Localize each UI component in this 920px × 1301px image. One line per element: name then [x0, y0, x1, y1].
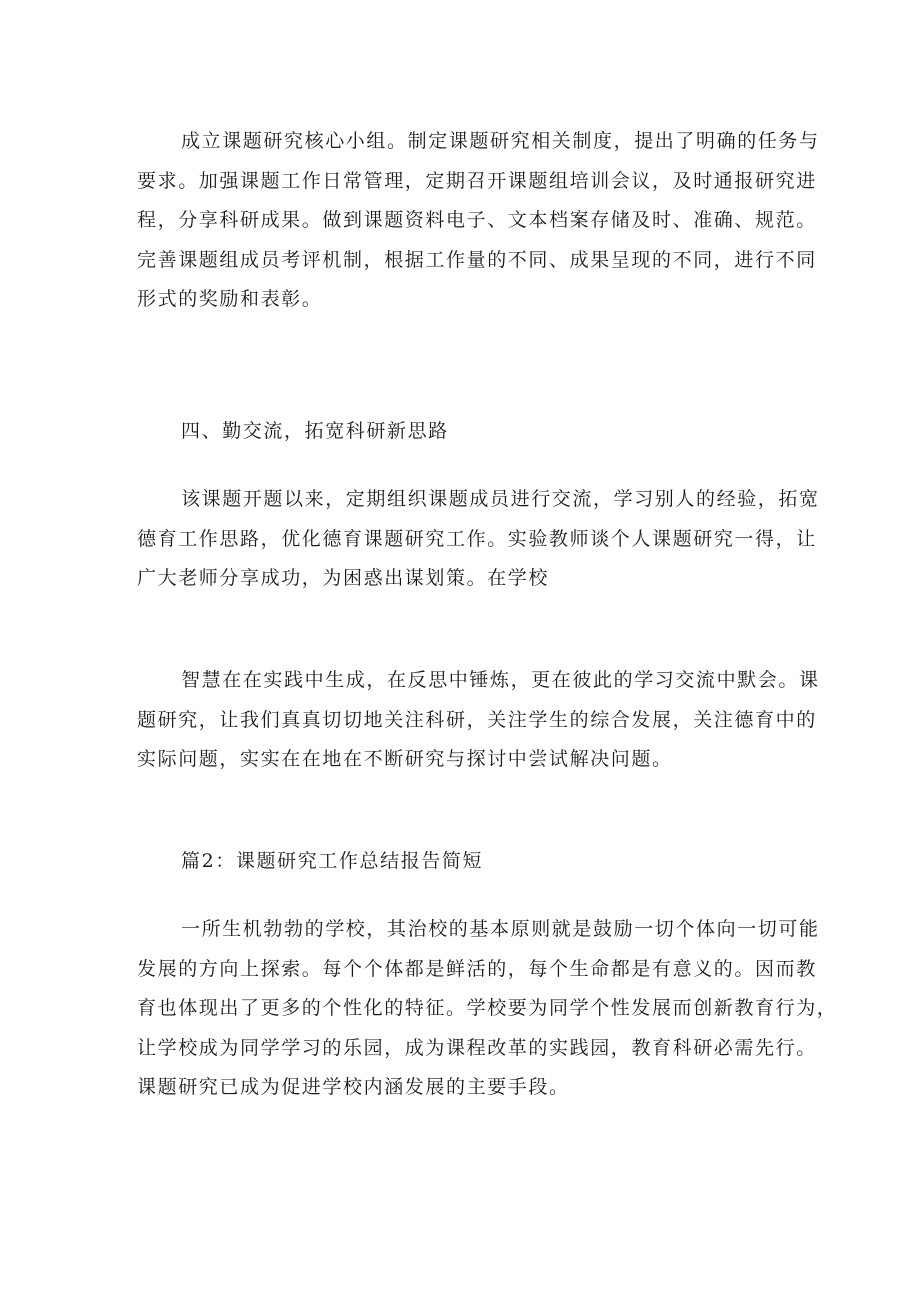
text-line: 育也体现出了更多的个性化的特征。学校要为同学个性发展而创新教育行为， — [137, 997, 838, 1019]
paragraph-exchange — [137, 480, 820, 599]
text-line: 成立课题研究核心小组。制定课题研究相关制度，提出了明确的任务与 — [181, 130, 820, 152]
paragraph-wisdom — [137, 661, 820, 780]
paragraph-core-group — [137, 122, 820, 320]
text-line: 该课题开题以来，定期组织课题成员进行交流，学习别人的经验，拓宽 — [181, 488, 820, 510]
text-line: 实际问题，实实在在地在不断研究与探讨中尝试解决问题。 — [137, 748, 673, 770]
text-line: 要求。加强课题工作日常管理，定期召开课题组培训会议，及时通报研究进 — [137, 169, 817, 192]
text-line: 程，分享科研成果。做到课题资料电子、文本档案存储及时、准确、规范。 — [137, 209, 817, 231]
section-heading-article-2: 篇2：课题研究工作总结报告简短 — [181, 850, 484, 872]
text-line: 智慧在在实践中生成，在反思中锤炼，更在彼此的学习交流中默会。课 — [181, 669, 820, 691]
paragraph-school — [137, 910, 838, 1108]
text-line: 完善课题组成员考评机制，根据工作量的不同、成果呈现的不同，进行不同 — [137, 248, 817, 271]
text-line: 让学校成为同学学习的乐园，成为课程改革的实践园，教育科研必需先行。 — [137, 1036, 817, 1059]
section-heading-exchange: 四、勤交流，拓宽科研新思路 — [181, 420, 449, 442]
text-line: 课题研究已成为促进学校内涵发展的主要手段。 — [137, 1076, 570, 1098]
text-line: 发展的方向上探索。每个个体都是鲜活的，每个生命都是有意义的。因而教 — [137, 957, 817, 980]
text-line: 题研究，让我们真真切切地关注科研，关注学生的综合发展，关注德育中的 — [137, 708, 817, 731]
text-line: 德育工作思路，优化德育课题研究工作。实验教师谈个人课题研究一得，让 — [137, 527, 817, 550]
text-line: 形式的奖励和表彰。 — [137, 288, 323, 310]
text-line: 一所生机勃勃的学校，其治校的基本原则就是鼓励一切个体向一切可能 — [181, 918, 820, 940]
text-line: 广大老师分享成功，为困惑出谋划策。在学校 — [137, 567, 550, 589]
